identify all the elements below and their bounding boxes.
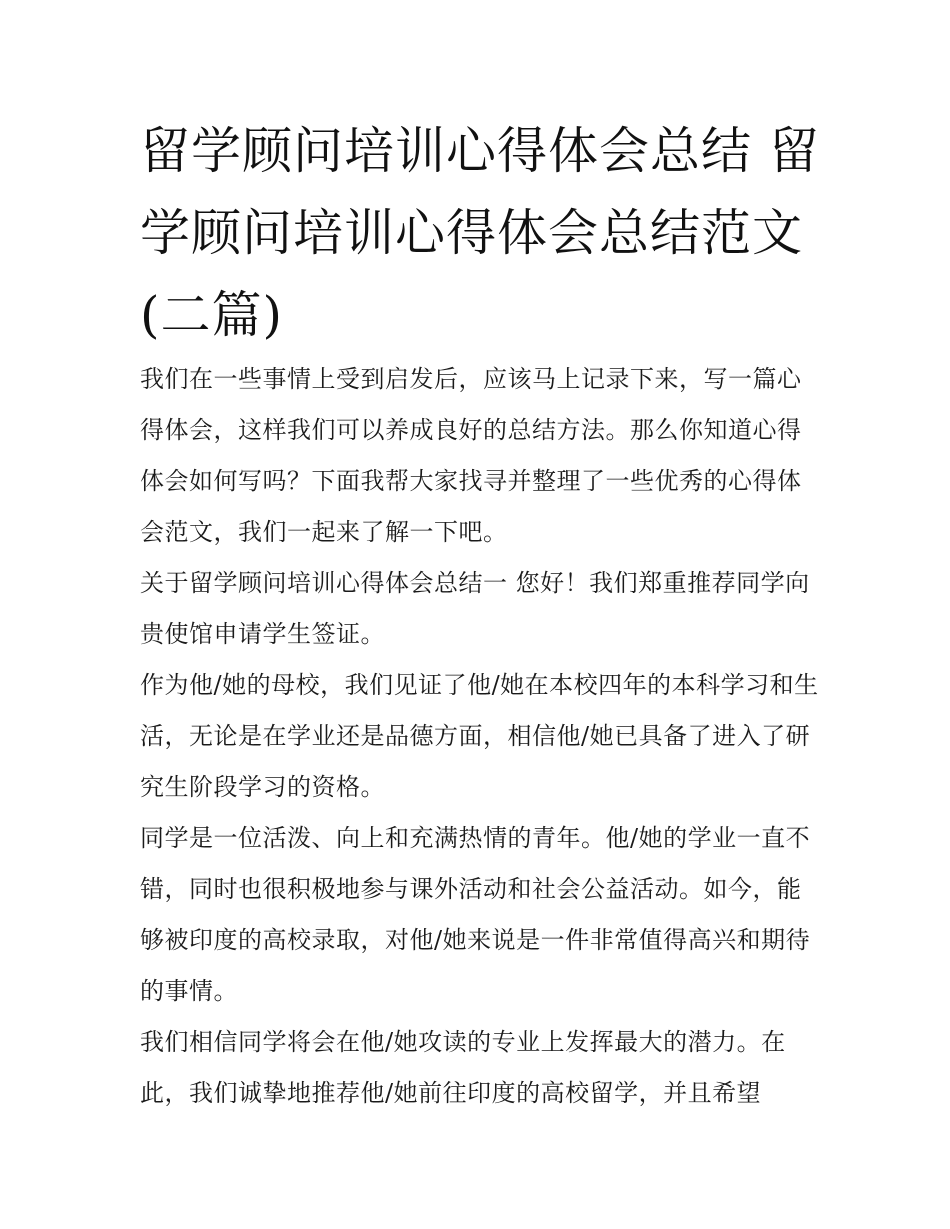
paragraph-intro: 我们在一些事情上受到启发后，应该马上记录下来，写一篇心得体会，这样我们可以养成良好的总结方法。那么你知道心得体会如何写吗？下面我帮大家找寻并整理了一些优秀的心得体会范文，我们一起来了解一下吧。 [140, 365, 802, 546]
paragraph-recommendation: 关于留学顾问培训心得体会总结一 您好！我们郑重推荐同学向贵使馆申请学生签证。 [140, 569, 810, 648]
document-title: 留学顾问培训心得体会总结 留学顾问培训心得体会总结范文(二篇) [140, 122, 820, 344]
document-body [140, 354, 820, 1119]
paragraph-student-profile: 同学是一位活泼、向上和充满热情的青年。他/她的学业一直不错，同时也很积极地参与课外活动和社会公益活动。如今，能够被印度的高校录取，对他/她来说是一件非常值得高兴和期待的事情。 [140, 824, 811, 1005]
paragraph-closing: 我们相信同学将会在他/她攻读的专业上发挥最大的潜力。在此，我们诚挚地推荐他/她前往印度的高校留学，并且希望 [140, 1028, 786, 1107]
paragraph-alma-mater: 作为他/她的母校，我们见证了他/她在本校四年的本科学习和生活，无论是在学业还是品德方面，相信他/她已具备了进入了研究生阶段学习的资格。 [140, 671, 819, 801]
